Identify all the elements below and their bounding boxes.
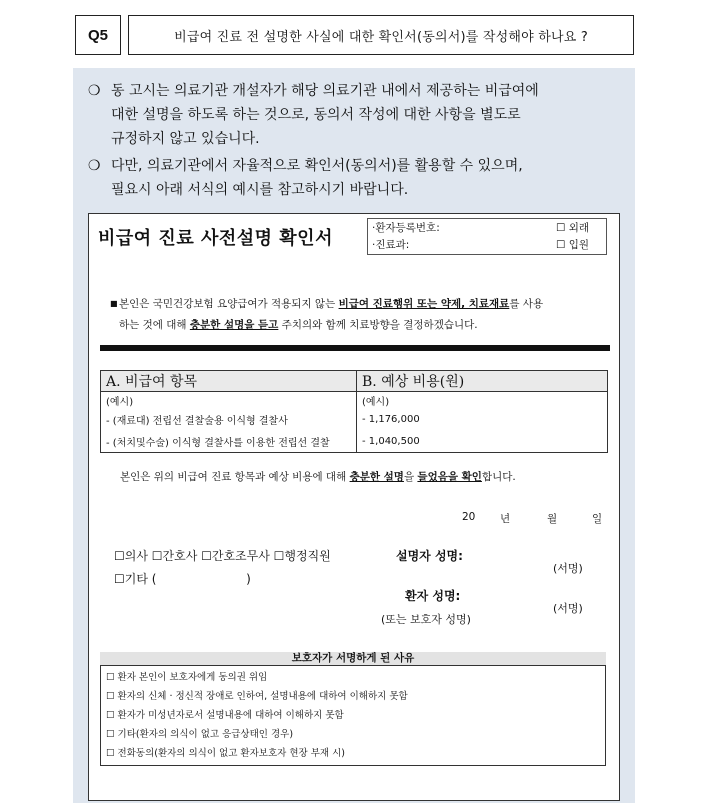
table-row	[101, 408, 608, 430]
column-header-items: A. 비급여 항목	[101, 371, 357, 392]
item-cell: (예시)	[101, 392, 357, 409]
bullet-1-line-1: 동 고시는 의료기관 개설자가 해당 의료기관 내에서 제공하는 비급여에	[111, 83, 539, 99]
question-number-box	[75, 15, 121, 55]
bullet-1-line-3: 규정하지 않고 있습니다.	[111, 131, 260, 147]
inpatient-checkbox[interactable]: ☐ 입원	[556, 239, 590, 251]
date-year-label: 년	[500, 513, 511, 525]
other-role-close: )	[246, 572, 251, 586]
confirm-emphasis: 충분한 설명	[349, 471, 404, 483]
explainer-name-label: 설명자 성명:	[396, 549, 463, 563]
cost-cell: - 1,176,000	[357, 408, 608, 430]
notice-emphasis: 충분한 설명을 듣고	[189, 319, 279, 331]
confirmation-statement	[120, 469, 516, 484]
patient-info-box	[367, 218, 607, 255]
notice-line-1	[119, 293, 609, 315]
reason-option-3[interactable]: ☐ 환자가 미성년자로서 설명내용에 대하여 이해하지 못함	[106, 710, 344, 721]
confirm-text: 을	[403, 471, 418, 483]
confirm-emphasis: 들었음을 확인	[417, 471, 482, 483]
explainer-role-checkboxes[interactable]: ☐의사 ☐간호사 ☐간호조무사 ☐행정직원	[114, 549, 331, 563]
question-title-box	[128, 15, 634, 55]
guardian-name-note: (또는 보호자 성명)	[381, 613, 471, 626]
bullet-1-line-2: 대한 설명을 하도록 하는 것으로, 동의서 작성에 대한 사항을 별도로	[111, 107, 521, 123]
question-title: 비급여 진료 전 설명한 사실에 대한 확인서(동의서)를 작성해야 하나요 ?	[174, 29, 588, 45]
table-row	[101, 392, 608, 409]
circle-bullet-icon: ❍	[88, 158, 101, 174]
date-month-label: 월	[547, 513, 558, 525]
non-covered-items-table	[100, 370, 608, 453]
cost-cell: (예시)	[357, 392, 608, 409]
date-year: 20	[462, 511, 476, 523]
other-role-label: ☐기타 (	[114, 572, 157, 586]
form-title: 비급여 진료 사전설명 확인서	[98, 228, 333, 249]
circle-bullet-icon: ❍	[88, 83, 101, 99]
table-row	[101, 430, 608, 453]
bullet-2-line-2: 필요시 아래 서식의 예시를 참고하시기 바랍니다.	[111, 182, 409, 198]
department-label: ·진료과:	[372, 239, 410, 251]
notice-emphasis: 비급여 진료행위 또는 약제, 치료재료	[338, 298, 510, 310]
reason-option-2[interactable]: ☐ 환자의 신체 · 정신적 장애로 인하여, 설명내용에 대하여 이해하지 못함	[106, 691, 408, 702]
notice-text: 를 사용	[509, 298, 544, 310]
confirm-text: 본인은 위의 비급여 진료 항목과 예상 비용에 대해	[120, 471, 350, 483]
confirm-text: 합니다.	[481, 471, 516, 483]
guardian-reason-title: 보호자가 서명하게 된 사유	[100, 652, 606, 666]
reason-option-1[interactable]: ☐ 환자 본인이 보호자에게 동의권 위임	[106, 672, 268, 683]
notice-text: 주치의와 함께 치료방향을 결정하겠습니다.	[278, 319, 478, 331]
notice-text: 하는 것에 대해	[119, 319, 190, 331]
outpatient-checkbox[interactable]: ☐ 외래	[556, 222, 590, 234]
column-header-cost: B. 예상 비용(원)	[357, 371, 608, 392]
reason-option-5[interactable]: ☐ 전화동의(환자의 의식이 없고 환자보호자 현장 부재 시)	[106, 748, 345, 759]
item-cell: - (재료대) 전립선 결찰술용 이식형 결찰사	[101, 408, 357, 430]
cost-cell: - 1,040,500	[357, 430, 608, 453]
notice-text: 본인은 국민건강보험 요양급여가 적용되지 않는	[119, 298, 339, 310]
notice-line-2	[119, 314, 609, 336]
reason-option-4[interactable]: ☐ 기타(환자의 의식이 없고 응급상태인 경우)	[106, 729, 294, 740]
bullet-2-line-1: 다만, 의료기관에서 자율적으로 확인서(동의서)를 활용할 수 있으며,	[111, 158, 523, 174]
explainer-signature[interactable]: (서명)	[553, 562, 583, 575]
patient-name-label: 환자 성명:	[405, 589, 461, 603]
patient-signature[interactable]: (서명)	[553, 602, 583, 615]
question-number: Q5	[87, 26, 108, 44]
item-cell: - (처치및수술) 이식형 결찰사를 이용한 전립선 결찰	[101, 430, 357, 453]
section-divider	[100, 345, 610, 351]
registration-number-label: ·환자등록번호:	[372, 222, 440, 234]
other-role-checkbox[interactable]	[114, 570, 251, 587]
date-day-label: 일	[592, 513, 603, 525]
square-bullet-icon: ■	[110, 299, 118, 308]
